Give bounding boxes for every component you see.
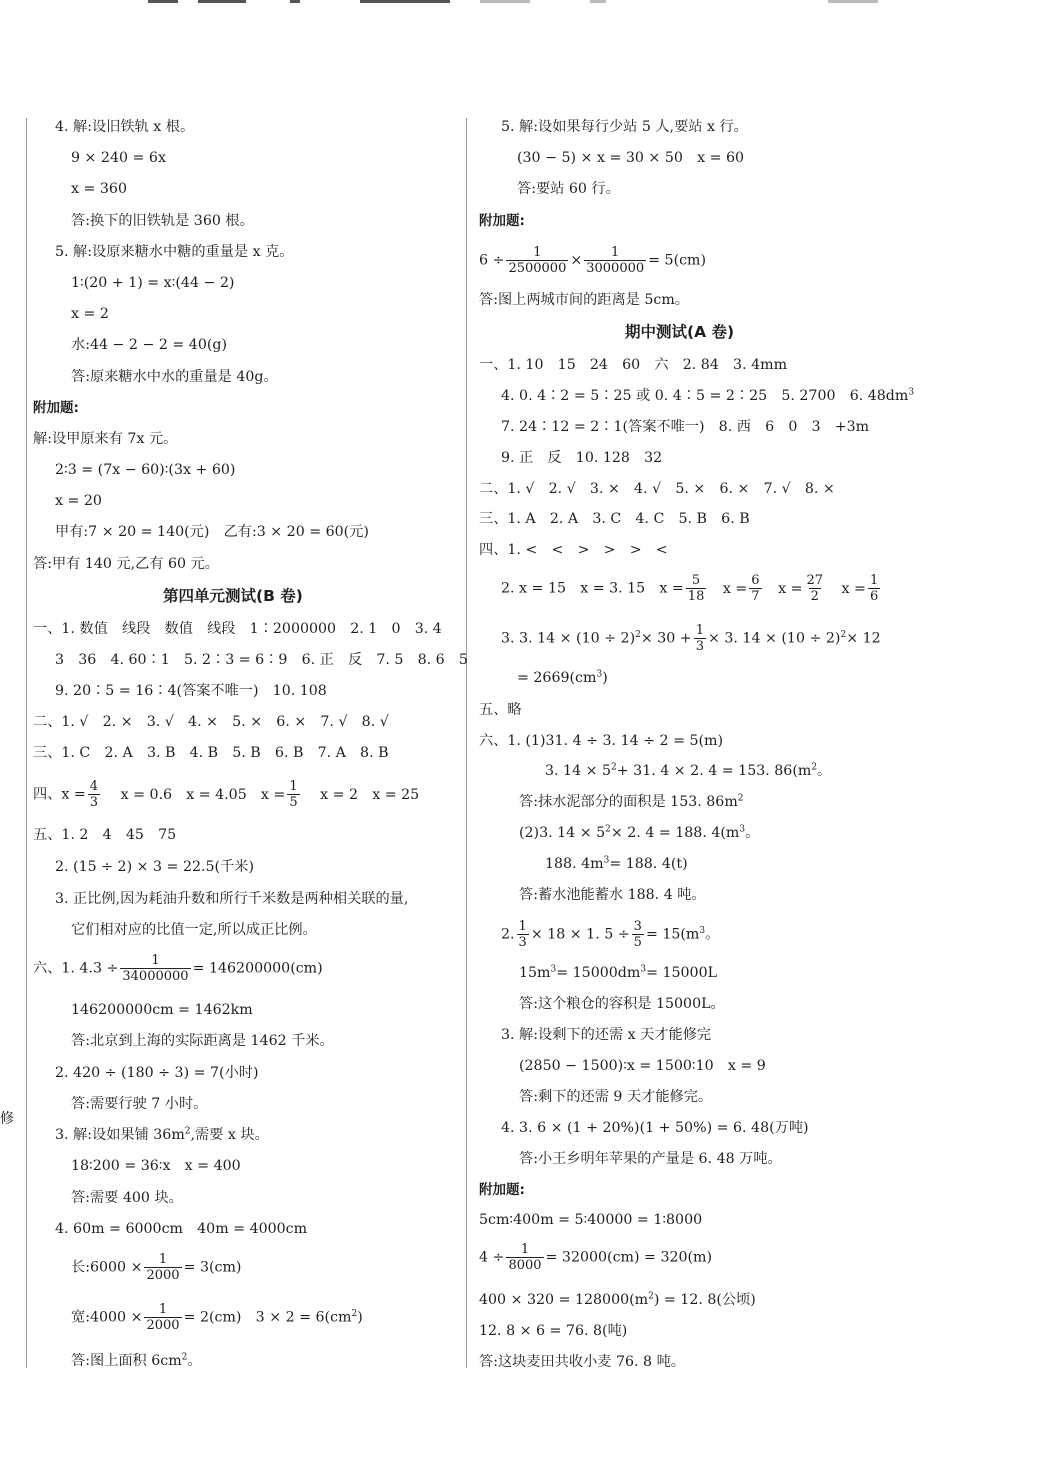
fraction: $\frac{1}{6}$ bbox=[869, 573, 879, 604]
equation-line: 答:图上面积 $6cm^2$。 bbox=[71, 1352, 202, 1369]
extra-question-heading: 附加题: bbox=[33, 400, 79, 416]
answer-line: 答:甲有 140 元,乙有 60 元。 bbox=[33, 556, 219, 572]
answer-line: 9 × 240 = 6x bbox=[71, 150, 166, 166]
fraction: $\frac{1}{8000}$ bbox=[508, 1242, 542, 1273]
equation-line: 2. x = 15 x = 3. 15 x = $\frac{5}{18}$ x = $\frac{6}{7}$ x = $\frac{27}{2}$ x = $\frac{1}{6}$ bbox=[501, 573, 879, 604]
answer-line: 一、1. 数值 线段 数值 线段 1∶2000000 2. 1 0 3. 4 bbox=[33, 621, 442, 637]
equation-line: 宽:4000 × $\frac{1}{2000}$ = 2(cm) $3 \times 2 = 6(cm^2)$ bbox=[71, 1302, 363, 1333]
answer-line: 甲有:7 × 20 = 140(元) 乙有:3 × 20 = 60(元) bbox=[55, 524, 369, 540]
answer-line: 146200000cm = 1462km bbox=[71, 1002, 253, 1018]
fraction: $\frac{1}{3000000}$ bbox=[586, 245, 645, 276]
answer-line: 7. 24∶12 = 2∶1(答案不唯一) 8. 西 6 0 3 +3m bbox=[501, 419, 870, 435]
answer-line: 一、1. 10 15 24 60 六 2. 84 3. 4mm bbox=[479, 357, 788, 373]
equation-line: 4. 0. 4∶2 = 5∶25 或 0. 4∶5 = 2∶25 5. 2700 6. $48dm^3$ bbox=[501, 387, 915, 404]
answer-line: 三、1. C 2. A 3. B 4. B 5. B 6. B 7. A 8. B bbox=[33, 745, 389, 761]
answer-line: 2∶3 = (7x − 60)∶(3x + 60) bbox=[55, 462, 236, 478]
equation-line: = $2669(cm^3)$ bbox=[517, 669, 608, 686]
answer-line: 答:这块麦田共收小麦 76. 8 吨。 bbox=[479, 1354, 685, 1370]
fraction: $\frac{1}{2000}$ bbox=[146, 1302, 180, 1333]
answer-line: 答:剩下的还需 9 天才能修完。 bbox=[519, 1089, 713, 1105]
equation-line: $15m^3= 15000dm^3= 15000L$ bbox=[519, 964, 718, 981]
answer-line: 2. (15 ÷ 2) × 3 = 22.5(千米) bbox=[55, 859, 254, 875]
answer-line: 3 36 4. 60∶1 5. 2∶3 = 6∶9 6. 正 反 7. 5 8. 6 5 bbox=[55, 652, 468, 668]
left-margin-rule bbox=[26, 118, 27, 1368]
column-divider bbox=[466, 118, 467, 1368]
equation-line: 188. $4m^3= 188$. 4(t) bbox=[545, 855, 688, 872]
fraction: $\frac{3}{5}$ bbox=[633, 919, 642, 950]
answer-line: 四、1. < < > > > < bbox=[479, 542, 668, 558]
answer-line: 9. 20∶5 = 16∶4(答案不唯一) 10. 108 bbox=[55, 683, 327, 699]
top-crop-marks bbox=[0, 0, 1044, 14]
answer-line: 三、1. A 2. A 3. C 4. C 5. B 6. B bbox=[479, 511, 750, 527]
margin-char: 修 bbox=[0, 1111, 14, 1127]
answer-line: 五、1. 2 4 45 75 bbox=[33, 827, 177, 843]
answer-line: 5cm∶400m = 5∶40000 = 1∶8000 bbox=[479, 1212, 703, 1228]
answer-line: (30 − 5) × x = 30 × 50 x = 60 bbox=[517, 150, 745, 166]
equation-line: 6 ÷ $\frac{1}{2500000}$ × $\frac{1}{3000000}$ = 5(cm) bbox=[479, 245, 707, 276]
extra-question-heading: 附加题: bbox=[479, 1182, 525, 1198]
equation-line: 3. $14 \times 5^2+ 31$. 4 × 2. 4 = 153. $86(m^2$。 bbox=[545, 762, 832, 779]
section-title: 第四单元测试(B 卷) bbox=[163, 587, 303, 605]
fraction: $\frac{1}{34000000}$ bbox=[122, 953, 189, 984]
answer-line: 答:原来糖水中水的重量是 40g。 bbox=[71, 369, 278, 385]
fraction: $\frac{1}{3}$ bbox=[695, 623, 704, 654]
answer-line: 六、1. (1)31. 4 ÷ 3. 14 ÷ 2 = 5(m) bbox=[479, 733, 724, 749]
fraction: $\frac{27}{2}$ bbox=[806, 573, 824, 604]
answer-line: 4. 60m = 6000cm 40m = 4000cm bbox=[55, 1221, 308, 1237]
answer-line: x = 2 bbox=[71, 306, 109, 322]
answer-line: 答:要站 60 行。 bbox=[517, 181, 620, 197]
answer-line: 18∶200 = 36∶x x = 400 bbox=[71, 1158, 241, 1174]
answer-line: x = 20 bbox=[55, 493, 102, 509]
answer-line: 4. 解:设旧铁轨 x 根。 bbox=[55, 119, 195, 135]
answer-line: 5. 解:设原来糖水中糖的重量是 x 克。 bbox=[55, 244, 294, 260]
fraction: $\frac{1}{3}$ bbox=[518, 919, 527, 950]
answer-line: x = 360 bbox=[71, 181, 127, 197]
answer-line: 水:44 − 2 − 2 = 40(g) bbox=[71, 337, 228, 353]
answer-line: 1∶(20 + 1) = x∶(44 − 2) bbox=[71, 275, 235, 291]
equation-line: 3. 解:设如果铺 $36m^2$,需要 x 块。 bbox=[55, 1126, 269, 1143]
answer-line: 5. 解:设如果每行少站 5 人,要站 x 行。 bbox=[501, 119, 748, 135]
answer-line: 答:需要行驶 7 小时。 bbox=[71, 1096, 208, 1112]
equation-line: (2)3. $14 \times 5^2\times 2$. 4 = 188. $4(m^3$。 bbox=[519, 824, 760, 841]
equation-line: 长:6000 × $\frac{1}{2000}$ = 3(cm) bbox=[71, 1252, 242, 1283]
fraction: $\frac{1}{2500000}$ bbox=[508, 245, 567, 276]
equation-line: 六、1. 4.3 ÷ $\frac{1}{34000000}$ = 146200000(cm) bbox=[33, 953, 323, 984]
answer-line: 9. 正 反 10. 128 32 bbox=[501, 450, 663, 466]
fraction: $\frac{5}{18}$ bbox=[687, 573, 705, 604]
answer-line: 4. 3. 6 × (1 + 20%)(1 + 50%) = 6. 48(万吨) bbox=[501, 1120, 809, 1136]
section-title: 期中测试(A 卷) bbox=[625, 323, 735, 341]
equation-line: $400 \times 320 = 128000(m^2) = 12$. 8(公顷) bbox=[479, 1291, 756, 1308]
answer-line: 五、略 bbox=[479, 702, 522, 718]
answer-line: 答:北京到上海的实际距离是 1462 千米。 bbox=[71, 1033, 334, 1049]
answer-line: 答:需要 400 块。 bbox=[71, 1190, 183, 1206]
fraction: $\frac{1}{5}$ bbox=[289, 779, 298, 810]
equation-line: 四、x = $\frac{4}{3}$ x = 0.6 x = 4.05 x = $\frac{1}{5}$ x = 2 x = 25 bbox=[33, 779, 420, 810]
answer-line: 答:图上两城市间的距离是 5cm。 bbox=[479, 292, 689, 308]
answer-line: (2850 − 1500)∶x = 1500∶10 x = 9 bbox=[519, 1058, 766, 1074]
answer-line: 3. 解:设剩下的还需 x 天才能修完 bbox=[501, 1027, 712, 1043]
extra-question-heading: 附加题: bbox=[479, 213, 525, 229]
answer-line: 答:换下的旧铁轨是 360 根。 bbox=[71, 213, 254, 229]
equation-line: 答:抹水泥部分的面积是 153. $86m^2$ bbox=[519, 793, 744, 810]
fraction: $\frac{6}{7}$ bbox=[751, 573, 760, 604]
answer-line: 解:设甲原来有 7x 元。 bbox=[33, 431, 178, 447]
answer-line: 它们相对应的比值一定,所以成正比例。 bbox=[71, 922, 317, 938]
answer-line: 二、1. √ 2. × 3. √ 4. × 5. × 6. × 7. √ 8. √ bbox=[33, 714, 389, 730]
equation-line: 4 ÷ $\frac{1}{8000}$ = 32000(cm) = 320(m) bbox=[479, 1242, 713, 1273]
answer-line: 答:小王乡明年苹果的产量是 6. 48 万吨。 bbox=[519, 1151, 782, 1167]
equation-line: 3. 3. $14 \times (10 \div 2)^2\times 30$ + $\frac{1}{3}$ × 3. $14 \times (10 \div 2)^2\times 12$ bbox=[501, 623, 881, 654]
answer-line: 答:这个粮仓的容积是 15000L。 bbox=[519, 996, 725, 1012]
answer-line: 2. 420 ÷ (180 ÷ 3) = 7(小时) bbox=[55, 1065, 259, 1081]
answer-line: 3. 正比例,因为耗油升数和所行千米数是两种相关联的量, bbox=[55, 891, 409, 907]
answer-line: 12. 8 × 6 = 76. 8(吨) bbox=[479, 1323, 628, 1339]
fraction: $\frac{4}{3}$ bbox=[89, 779, 99, 810]
equation-line: 2. $\frac{1}{3}$ × 18 × 1. 5 ÷ $\frac{3}{5}$ = $15(m^3$。 bbox=[501, 919, 720, 950]
answer-line: 答:蓄水池能蓄水 188. 4 吨。 bbox=[519, 887, 706, 903]
fraction: $\frac{1}{2000}$ bbox=[146, 1252, 180, 1283]
answer-line: 二、1. √ 2. √ 3. × 4. √ 5. × 6. × 7. √ 8. × bbox=[479, 481, 835, 497]
